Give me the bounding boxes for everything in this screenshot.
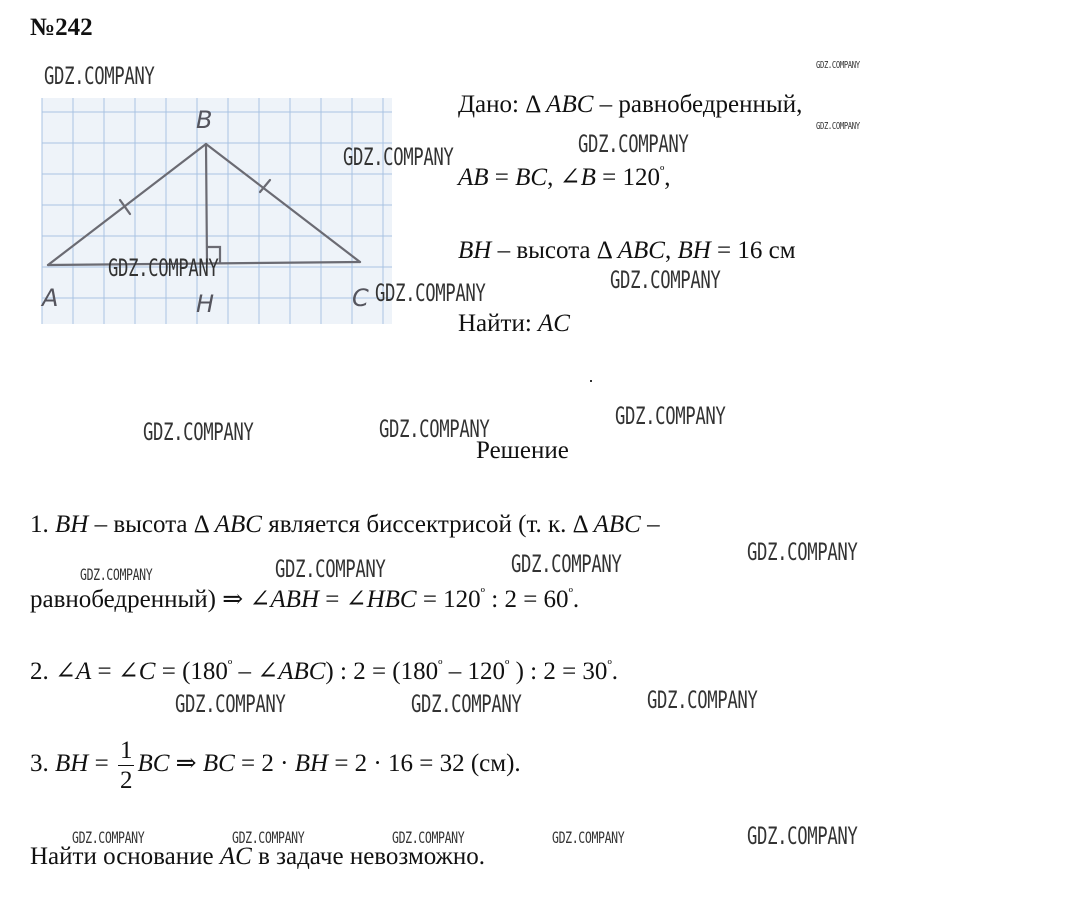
- s2-a: A: [75, 658, 92, 685]
- watermark: GDZ.COMPANY: [647, 686, 758, 714]
- degree: º: [659, 164, 665, 180]
- triangle-sketch: [30, 92, 392, 324]
- s1b-eq: = ∠: [319, 586, 367, 613]
- label-h: H: [196, 290, 215, 318]
- s3-bc: BC: [137, 750, 170, 777]
- s2-end: .: [611, 658, 619, 685]
- solution-heading: Решение: [476, 437, 569, 464]
- s3-arrow: ⇒: [169, 750, 203, 777]
- s2-d1: º: [227, 658, 233, 674]
- triangle-name: ABC: [546, 91, 594, 118]
- s3-bh-2: BH: [294, 750, 329, 777]
- end: ,: [664, 164, 671, 191]
- step-2: [30, 657, 618, 687]
- label-a: A: [42, 284, 59, 312]
- watermark: GDZ.COMPANY: [232, 828, 305, 847]
- problem-number: №242: [30, 14, 93, 41]
- s2-num: 2. ∠: [30, 658, 76, 685]
- triangle-name-2: ABC: [617, 237, 665, 264]
- height-text: – высота Δ: [491, 237, 618, 264]
- s1b-deg-2: º: [568, 586, 573, 602]
- given-line-2: [458, 163, 671, 193]
- conc-pre: Найти основание: [30, 843, 220, 870]
- frac-numerator: 1: [119, 736, 133, 764]
- s3-bc-2: BC: [202, 750, 235, 777]
- given-type: – равнобедренный,: [593, 91, 803, 118]
- s2-p3: ) : 2 = (180: [325, 658, 439, 685]
- watermark: GDZ.COMPANY: [343, 143, 454, 171]
- angle-value: = 120: [595, 164, 660, 191]
- s3-p1: = 2 ·: [234, 750, 295, 777]
- s1b-deg: º: [480, 586, 486, 602]
- watermark: GDZ.COMPANY: [411, 690, 522, 718]
- watermark: GDZ.COMPANY: [816, 121, 860, 132]
- eq: =: [488, 164, 516, 191]
- segment-ab: AB: [458, 164, 489, 191]
- given-prefix: Дано: Δ: [458, 91, 547, 118]
- s1-abc: ABC: [214, 511, 262, 538]
- step-1-line-1: [30, 510, 660, 540]
- s1-end: –: [640, 511, 660, 538]
- frac-denominator: 2: [119, 766, 133, 794]
- watermark: GDZ.COMPANY: [379, 415, 490, 443]
- watermark: GDZ.COMPANY: [44, 62, 155, 90]
- s3-eq: =: [88, 750, 115, 777]
- s1-mid: – высота Δ: [88, 511, 215, 538]
- given-line-3: [458, 236, 796, 266]
- segment-bh: BH: [458, 237, 492, 264]
- watermark: GDZ.COMPANY: [275, 555, 386, 583]
- s1-bh: BH: [55, 511, 89, 538]
- s1b-hbc: HBC: [366, 586, 417, 613]
- s2-d3: º: [504, 658, 510, 674]
- watermark: GDZ.COMPANY: [578, 130, 689, 158]
- watermark: GDZ.COMPANY: [375, 279, 486, 307]
- angle-b: B: [580, 164, 596, 191]
- s2-p1: = (180: [155, 658, 228, 685]
- grid-paper: [42, 98, 392, 324]
- watermark: GDZ.COMPANY: [615, 402, 726, 430]
- s1-mid-2: является биссектрисой (т. к. Δ: [261, 511, 594, 538]
- label-c: C: [352, 284, 369, 312]
- sep-2: ,: [664, 237, 678, 264]
- watermark: GDZ.COMPANY: [511, 550, 622, 578]
- s2-eq: = ∠: [91, 658, 139, 685]
- watermark: GDZ.COMPANY: [80, 565, 153, 584]
- watermark: GDZ.COMPANY: [747, 822, 858, 850]
- conc-ac: AC: [219, 843, 252, 870]
- conc-end: в задаче невозможно.: [251, 843, 486, 870]
- find-prefix: Найти:: [458, 310, 539, 337]
- step-1-line-2: [30, 585, 579, 615]
- step-1-num: 1.: [30, 511, 55, 538]
- s3-bh: BH: [55, 750, 89, 777]
- find-line: [458, 309, 570, 339]
- given-line-1: [458, 90, 802, 120]
- s1b-pre: равнобедренный) ⇒ ∠: [30, 586, 271, 613]
- height-bh: [206, 144, 207, 263]
- watermark: GDZ.COMPANY: [72, 828, 145, 847]
- s3-num: 3.: [30, 750, 55, 777]
- watermark: GDZ.COMPANY: [392, 828, 465, 847]
- label-b: B: [196, 106, 213, 134]
- sep: , ∠: [547, 164, 581, 191]
- s1b-abh: ABH: [270, 586, 320, 613]
- watermark: GDZ.COMPANY: [143, 418, 254, 446]
- s2-p5: ) : 2 = 30: [509, 658, 608, 685]
- s2-p2: – ∠: [232, 658, 279, 685]
- s2-d4: º: [607, 658, 612, 674]
- s1b-div: : 2 = 60: [485, 586, 569, 613]
- s2-p4: – 120: [442, 658, 505, 685]
- height-value: = 16 см: [710, 237, 796, 264]
- watermark: GDZ.COMPANY: [747, 538, 858, 566]
- s2-d2: º: [438, 658, 443, 674]
- watermark: GDZ.COMPANY: [175, 690, 286, 718]
- watermark: GDZ.COMPANY: [108, 254, 219, 282]
- fraction-one-half: [118, 738, 135, 793]
- watermark: GDZ.COMPANY: [552, 828, 625, 847]
- dot-artifact: [590, 380, 592, 382]
- s3-p2: = 2 · 16 = 32 (см).: [328, 750, 521, 777]
- segment-ac: AC: [538, 310, 570, 337]
- watermark: GDZ.COMPANY: [816, 60, 860, 71]
- segment-bh-2: BH: [677, 237, 711, 264]
- s2-c: C: [138, 658, 156, 685]
- segment-bc: BC: [515, 164, 548, 191]
- step-3: [30, 732, 521, 796]
- s1b-val: = 120: [416, 586, 481, 613]
- s1-abc-2: ABC: [593, 511, 641, 538]
- s1b-end: .: [572, 586, 580, 613]
- watermark: GDZ.COMPANY: [610, 266, 721, 294]
- s2-abc: ABC: [278, 658, 326, 685]
